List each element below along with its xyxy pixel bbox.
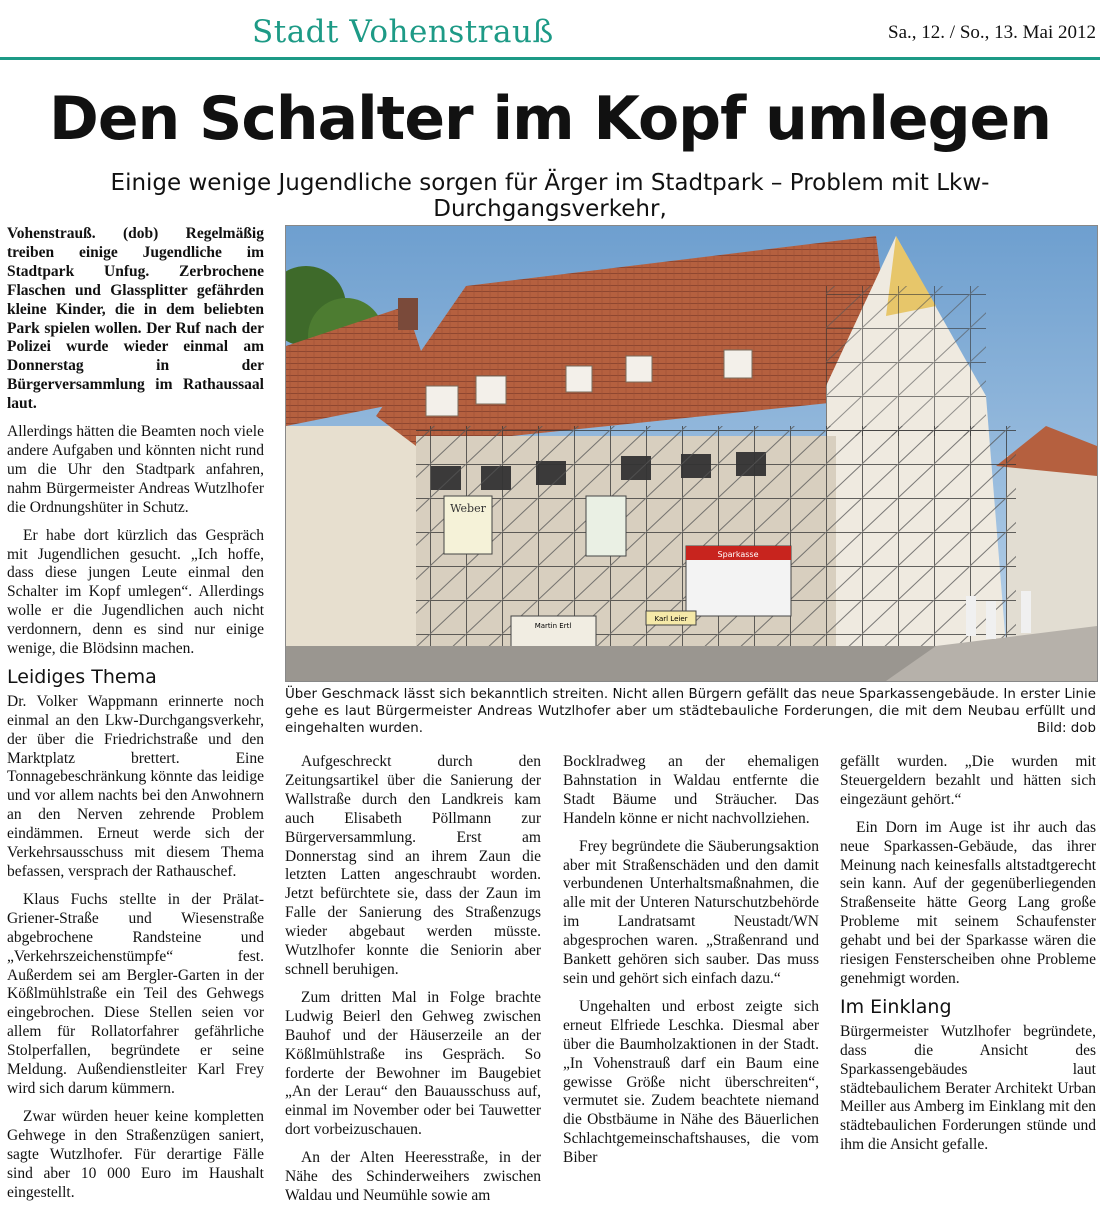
paragraph: Allerdings hätten die Beamten noch viele andere Aufgaben und könnten nicht rund um die Uhr den Stadtpark anfahren, nahm Bürgermeister Andreas Wutzlhofer die Ordnungshüter in Schutz.	[7, 423, 264, 516]
paragraph: gefällt wurden. „Die wurden mit Steuergeldern bezahlt und hätten sich eingezäunt gehört.“	[840, 753, 1096, 808]
subheading-im-einklang: Im Einklang	[840, 995, 952, 1018]
paragraph: Bocklradweg an der ehemaligen Bahnstation in Waldau entfernte die Stadt Bäume und Sträucher. Das Handeln könne er nicht nachvollziehen.	[563, 753, 819, 827]
column-3	[563, 753, 819, 1177]
paragraph: Er habe dort kürzlich das Gespräch mit Jugendlichen gesucht. „Ich hoffe, dass diese jungen Leute einmal den Schalter im Kopf umlegen“. Allerdings wolle er die Jugendlichen auch nicht verdonnern, denn es sind nur einige wenige, die Blödsinn machen.	[7, 526, 264, 658]
headline: Den Schalter im Kopf umlegen	[49, 84, 1051, 154]
paragraph: Frey begründete die Säuberungsaktion aber mit Straßenschäden und den damit verbundenen Unterhaltsmaßnahmen, die alle mit der Unteren Naturschutzbehörde im Landratsamt Neustadt/WN abgesprochen waren. „Straßenrand und Bankett gehören sich sauber. Das muss sein und gehört sich einfach dazu.“	[563, 837, 819, 987]
paragraph: Dr. Volker Wappmann erinnerte noch einmal an den Lkw-Durchgangsverkehr, der über die Friedrichstraße und den Marktplatz brettert. Eine Tonnagebeschränkung könnte das leidige und vor allem nachts bei den Anwohnern an den Nerven zehrende Problem eindämmen. Erneut werde sich der Verkehrsausschuss mit diesem Thema befassen, versprach der Rathauschef.	[7, 692, 264, 880]
paragraph: An der Alten Heeresstraße, in der Nähe des Schinderweihers zwischen Waldau und Neumühle sowie am	[285, 1149, 541, 1204]
building-photo	[285, 225, 1098, 682]
paragraph: Ungehalten und erbost zeigte sich erneut Elfriede Leschka. Diesmal aber über die Baumholzaktionen in der Stadt. „In Vohenstrauß darf ein Baum eine gewisse Größe nicht überschreiten“, vermutet sie. Zudem beachtete niemand die Obstbäume in Nähe des Bäuerlichen Schlachtgemeinschaftshauses, die vom Biber	[563, 997, 819, 1167]
subheadline: Einige wenige Jugendliche sorgen für Ärger im Stadtpark – Problem mit Lkw-Durchgangsverkehr,	[110, 170, 990, 222]
paragraph: Bürgermeister Wutzlhofer begründete, dass die Ansicht des Sparkassengebäudes laut städtebaulichem Berater Architekt Urban Meiller aus Amberg im Einklang mit den städtebaulichen Forderungen stünde und ihm die Ansicht gefalle.	[840, 1022, 1096, 1154]
paragraph: Ein Dorn im Auge ist ihr auch das neue Sparkassen-Gebäude, das ihrer Meinung nach keinesfalls altstadtgerecht sein kann. Auf der gegenüberliegenden Straßenseite hätte Georg Lang große Probleme mit seinem Schaufenster gehabt und bei der Sparkasse wären die riesigen Fensterscheiben ohne Probleme genehmigt worden.	[840, 818, 1096, 987]
paragraph: Aufgeschreckt durch den Zeitungsartikel über die Sanierung der Wallstraße durch den Landkreis kam auch Elisabeth Pöllmann zur Bürgerversammlung. Erst am Donnerstag sind an ihrem Zaun die letzten Latten angeschraubt worden. Jetzt befürchtete sie, dass der Zaun im Falle der Sanierung des Straßenzugs wieder abgebaut werden müsste. Wutzlhofer konnte die Seniorin aber schnell beruhigen.	[285, 753, 541, 978]
photo-credit: Bild: dob	[1036, 721, 1096, 736]
column-1	[7, 225, 264, 1211]
subheading-leidiges-thema: Leidiges Thema	[7, 665, 157, 688]
photo-caption	[285, 686, 1096, 737]
sign-karl-leier: Karl Leier	[654, 615, 688, 623]
paragraph: Zum dritten Mal in Folge brachte Ludwig Beierl den Gehweg zwischen Bauhof und der Häuserzeile an der Kößlmühlstraße ins Gespräch. So forderte der Bewohner im Baugebiet „An der Lerau“ den Bauausschuss auf, einmal im November oder bei Tauwetter dort vorbeizuschauen.	[285, 988, 541, 1139]
issue-date: Sa., 12. / So., 13. Mai 2012	[888, 22, 1096, 43]
paragraph: Zwar würden heuer keine kompletten Gehwege in den Straßenzügen saniert, sagte Wutzlhofer. Für derartige Fälle sind aber 10 000 Euro im Haushalt eingestellt.	[7, 1107, 264, 1201]
lead-paragraph: Vohenstrauß. (dob) Regelmäßig treiben einige Jugendliche im Stadtpark Unfug. Zerbrochene Flaschen und Glassplitter gefährden kleine Kinder, die in dem beliebten Park spielen wollen. Der Ruf nach der Polizei wurde wieder einmal am Donnerstag in der Bürgerversammlung im Rathaussaal laut.	[7, 225, 264, 413]
header-rule	[0, 57, 1100, 60]
section-title: Stadt Vohenstrauß	[252, 14, 554, 50]
column-2	[285, 753, 541, 1215]
sign-weber: Weber	[450, 502, 486, 515]
column-4	[840, 753, 1096, 1164]
sign-martin-ertl: Martin Ertl	[534, 622, 572, 630]
sign-sparkasse: Sparkasse	[717, 550, 759, 559]
paragraph: Klaus Fuchs stellte in der Prälat-Griener-Straße und Wiesenstraße abgebrochene Randsteine und „Verkehrszeichenstümpfe“ fest. Außerdem sei am Bergler-Garten in der Kößlmühlstraße ein Teil des Gehwegs eingebrochen. Diese Stellen seien vor allem für Rollatorfahrer gefährliche Stolperfallen, begründete er seine Meldung. Außendienstleiter Karl Frey wird sich darum kümmern.	[7, 890, 264, 1097]
caption-text: Über Geschmack lässt sich bekanntlich streiten. Nicht allen Bürgern gefällt das neue Sparkassengebäude. In erster Linie gehe es laut Bürgermeister Andreas Wutzlhofer aber um städtebauliche Forderungen, die mit dem Neubau erfüllt und eingehalten wurden.	[285, 687, 1096, 736]
